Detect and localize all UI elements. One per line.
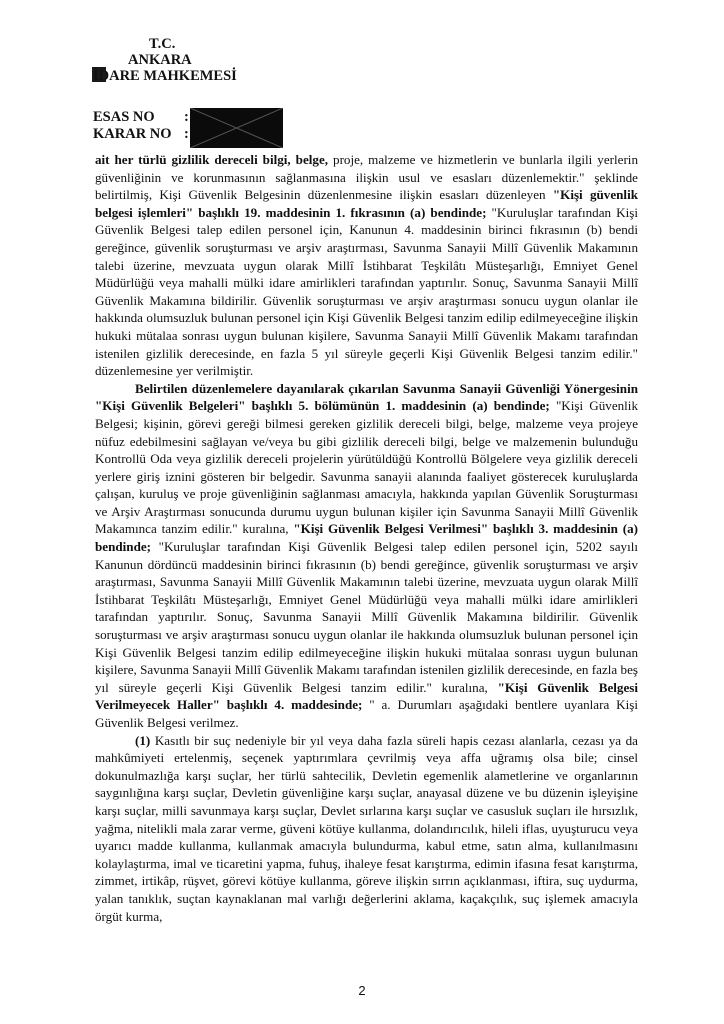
esas-no-label: ESAS NO <box>93 109 155 125</box>
paragraph-2 <box>95 380 638 732</box>
paragraph-3 <box>95 732 638 926</box>
text-run: proje, malzeme ve hizmetlerin ve bunlarla ilgili yerlerin güvenliğinin ve korunmasının sağlanmasına ilişkin usul ve esasları düzenlemektir." şeklinde belirtilmiş, Kişi Güvenlik Belgesinin düzenlenmesine ilişkin esasları düzenleyen <box>95 152 638 203</box>
text-run: Belirtilen düzenlemelere dayanılarak çıkarılan Savunma Sanayii Güvenliği Yönergesinin "Kişi Güvenlik Belgeleri" başlıklı 5. bölümünün 1. maddesinin (a) bendinde; <box>95 380 638 414</box>
document-body <box>95 151 638 925</box>
paragraph-1 <box>95 151 638 380</box>
text-run: "Kuruluşlar tarafından Kişi Güvenlik Belgesi talep edilen personel için, Kanunun 4. maddesinin birinci fıkrasının (b) bendi gereğince, güvenlik soruşturması ve arşiv araştırması, Savunma Sanayii Millî Güvenlik Makamının talebi üzerine, mevzuata uygun olarak Millî İstihbarat Teşkilâtı Müsteşarlığı, Emniyet Genel Müdürlüğü veya mahalli mülki idare amirlikleri tarafından yaptırılır. Sonuç, Savunma Sanayii Millî Güvenlik Makamına bildirilir. Güvenlik soruşturması ve arşiv araştırması sonucu uygun olanlar ile hakkında olumsuzluk bulunan personel için Kişi Güvenlik Belgesi tanzim edilip edilmeyeceğine ilişkin hukuki mütalaa sonrası uygun bulunan kişilere, Savunma Sanayii Millî Güvenlik Makamı tarafından istenilen gizlilik derecesinde, en fazla 5 yıl süreyle geçerli Kişi Güvenlik Belgesi tanzim edilir." düzenlemesine yer verilmiştir. <box>95 204 638 379</box>
redaction-cross-icon <box>190 108 283 148</box>
text-run: "Kişi Güvenlik Belgesi; kişinin, görevi gereği bilmesi gereken gizlilik dereceli bilgi, belge, malzeme veya projeye nüfuz edebilmesini sağlayan ve/veya bu gibi gizlilik dereceli bilgi, belge ve malzemenin bulunduğu Kontrollü Oda veya gizlilik dereceli projelerin yürütüldüğü Kontrollü Bölgelere veya gizlilik dereceli yerlere giriş iznini gösteren bir belgedir. Savunma sanayii alanında faaliyet gösterecek kuruluşlarda çalışan, kuruluş ve proje güvenliğinin sağlanması amacıyla, hakkında yapılan Güvenlik Soruşturması ve Arşiv Araştırması sonucunda durumu uygun bulunan kişiler için Savunma Sanayii Millî Güvenlik Makamınca tanzim edilir." kuralına, <box>95 398 638 537</box>
text-run: (1) <box>135 732 151 748</box>
text-run: " a. Durumları aşağıdaki bentlere uyanlara Kişi Güvenlik Belgesi verilmez. <box>95 697 638 730</box>
karar-no-label: KARAR NO <box>93 126 172 142</box>
text-run: "Kişi Güvenlik Belgesi Verilmesi" başlıklı 3. maddesinin (a) bendinde; <box>95 521 638 555</box>
text-run: ait her türlü gizlilik dereceli bilgi, belge, <box>95 152 329 167</box>
header-tc: T.C. <box>149 36 176 52</box>
redaction-box <box>190 108 283 148</box>
esas-no-colon: : <box>184 109 189 125</box>
text-run: "Kişi güvenlik belgesi işlemleri" başlıklı 19. maddesinin 1. fıkrasının (a) bendinde; <box>95 187 638 220</box>
karar-no-colon: : <box>184 126 189 142</box>
page-number: 2 <box>358 983 366 998</box>
text-run: "Kişi Güvenlik Belgesi Verilmeyecek Haller" başlıklı 4. maddesinde; <box>95 679 638 713</box>
header-court-name: İDARE MAHKEMESİ <box>93 68 237 84</box>
header-city: ANKARA <box>128 52 192 68</box>
text-run: "Kuruluşlar tarafından Kişi Güvenlik Belgesi talep edilen personel için, 5202 sayılı Kanunun dördüncü maddesinin birinci fıkrasının (b) bendi gereğince, güvenlik soruşturması ve arşiv araştırması, Savunma Sanayii Millî Güvenlik Makamının talebi üzerine, mevzuata uygun olarak Millî İstihbarat Teşkilâtı Müsteşarlığı, Emniyet Genel Müdürlüğü veya mahalli mülki idare amirlikleri tarafından yaptırılır. Sonuç, Savunma Sanayii Millî Güvenlik Makamına bildirilir. Güvenlik soruşturması ve arşiv araştırması sonucu uygun olanlar ile hakkında olumsuzluk bulunan personel için Kişi Güvenlik Belgesi tanzim edilip edilmeyeceğine ilişkin hukuki mütalaa sonrası uygun bulunan kişilere, Savunma Sanayii Millî Güvenlik Makamı tarafından istenilen gizlilik derecesinde, en fazla beş yıl süreyle geçerli Kişi Güvenlik Belgesi tanzim edilir." kuralına, <box>95 539 638 695</box>
text-run: Kasıtlı bir suç nedeniyle bir yıl veya daha fazla süreli hapis cezası alanlarla, cezası ya da mahkûmiyeti ertelenmiş, seçenek yaptırımlara çevrilmiş veya affa uğramış olsa bile; cinsel dokunulmazlığa karşı suçlar, her türlü sahtecilik, Devletin egemenlik alametlerine ve organlarının saygınlığına karşı suçlar, Devletin güvenliğine karşı suçlar, anayasal düzene ve bu düzenin işleyişine karşı suçlar, milli savunmaya karşı suçlar, Devlet sırlarına karşı suçlar ve casusluk suçları ile hırsızlık, yağma, nitelikli mala zarar verme, güveni kötüye kullanma, dolandırıcılık, hileli iflas, uyuşturucu veya uyarıcı madde kullanma, kullanmak amacıyla bulundurma, kabul etme, satın alma, kullanılmasını kolaylaştırma, imal ve ticaretini yapma, fuhuş, ihaleye fesat karıştırma, edimin ifasına fesat karıştırma, zimmet, irtikâp, rüşvet, görevi kötüye kullanma, göreve ilişkin sırrın açıklanması, iftira, suç uydurma, yalan tanıklık, suçtan kaynaklanan mal varlığı değerlerini aklama, kaçakçılık, suç işlemek amacıyla örgüt kurma, <box>95 732 638 924</box>
